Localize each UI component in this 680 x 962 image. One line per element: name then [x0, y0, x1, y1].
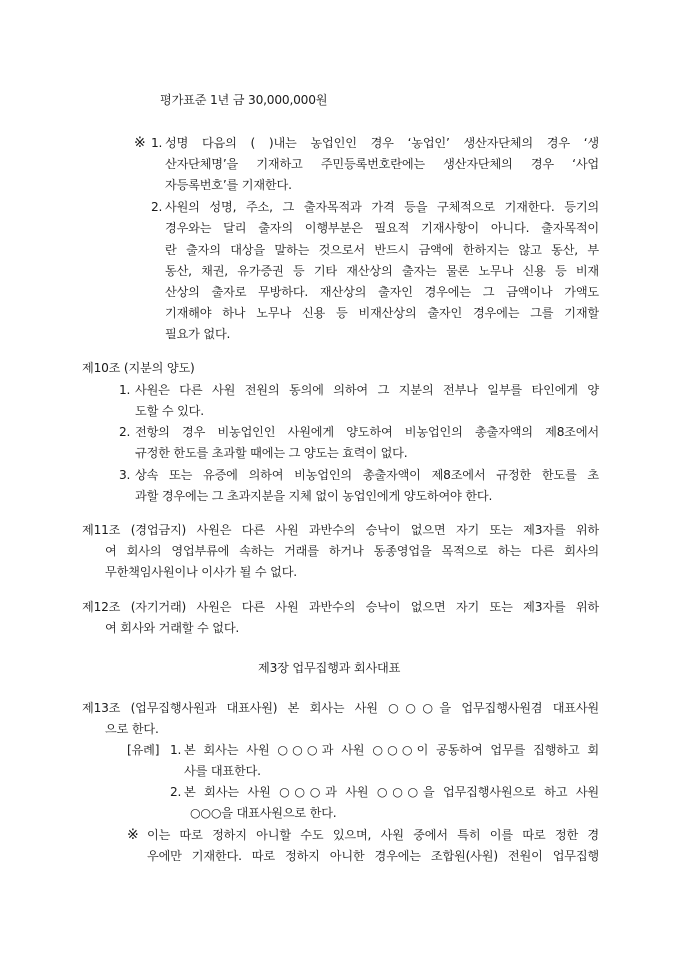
example-label: [유례]: [127, 743, 160, 757]
note-item-1-num: 1.: [151, 136, 163, 150]
article-11-line-2: 여 회사의 영업부류에 속하는 거래를 하거나 동종영업을 목적으로 하는 다른 회사의: [105, 544, 599, 558]
note-item-2-line-5: 산상의 출자로 무방하다. 재산상의 출자인 경우에는 그 금액이나 가액도: [165, 285, 599, 299]
note-mark: ※: [134, 135, 146, 151]
article-11-line-1: 제11조 (경업금지) 사원은 다른 사원 과반수의 승낙이 없으면 자기 또는 제3자를 위하: [82, 523, 599, 537]
example-1-line-1: 본 회사는 사원 ○○○과 사원 ○○○이 공동하여 업무를 집행하고 회: [184, 743, 599, 757]
article-10-title: 제10조 (지분의 양도): [82, 361, 195, 375]
note-item-1-line-3: 자등록번호’를 기재한다.: [165, 178, 292, 192]
note-item-2-line-2: 경우와는 달리 출자의 이행부분은 필요적 기재사항이 아니다. 출자목적이: [165, 221, 599, 235]
note-item-2-line-6: 기재해야 하나 노무나 신용 등 비재산상의 출자인 경우에는 그를 기재할: [165, 306, 599, 320]
note-item-2-num: 2.: [151, 200, 163, 214]
note-item-1-line-1: 성명 다음의 ( )내는 농업인인 경우 ‘농업인’ 생산자단체의 경우 ‘생: [165, 136, 599, 150]
art10-item-2-num: 2.: [119, 425, 131, 439]
example-2-line-2: ○○○을 대표사원으로 한다.: [190, 806, 337, 820]
note-item-2-line-3: 란 출자의 대상을 말하는 것으로서 반드시 금액에 한하지는 않고 동산, 부: [165, 243, 599, 257]
example-2-num: 2.: [170, 785, 182, 799]
art10-item-2-line-1: 전항의 경우 비농업인인 사원에게 양도하여 비농업인의 총출자액의 제8조에서: [135, 425, 599, 439]
valuation-line: 평가표준 1년 금 30,000,000원: [160, 93, 328, 107]
art10-item-2-line-2: 규정한 한도를 초과할 때에는 그 양도는 효력이 없다.: [135, 446, 408, 460]
example-1-num: 1.: [170, 743, 182, 757]
art10-item-3-line-1: 상속 또는 유증에 의하여 비농업인의 총출자액이 제8조에서 규정한 한도를 초: [135, 468, 599, 482]
art10-item-1-line-2: 도할 수 있다.: [135, 404, 204, 418]
example-2-line-1: 본 회사는 사원 ○○○과 사원 ○○○을 업무집행사원으로 하고 사원: [184, 785, 599, 799]
art10-item-3-num: 3.: [119, 468, 131, 482]
art10-item-1-num: 1.: [119, 383, 131, 397]
note-item-2-line-4: 동산, 채권, 유가증권 등 기타 재산상의 출자는 물론 노무나 신용 등 비재: [165, 264, 599, 278]
article-11-line-3: 무한책임사원이나 이사가 될 수 없다.: [105, 565, 297, 579]
article-13-line-1: 제13조 (업무집행사원과 대표사원) 본 회사는 사원 ○○○을 업무집행사원겸 대표사원: [82, 701, 599, 715]
chapter-3-heading: 제3장 업무집행과 회사대표: [258, 661, 401, 675]
article-12-line-2: 여 회사와 거래할 수 없다.: [105, 621, 240, 635]
article-13-line-2: 으로 한다.: [105, 722, 159, 736]
note-2-line-1: 이는 따로 정하지 아니할 수도 있으며, 사원 중에서 특히 이를 따로 정한 경: [147, 828, 599, 842]
note-2-mark: ※: [127, 827, 139, 843]
article-12-line-1: 제12조 (자기거래) 사원은 다른 사원 과반수의 승낙이 없으면 자기 또는 제3자를 위하: [82, 600, 599, 614]
art10-item-1-line-1: 사원은 다른 사원 전원의 동의에 의하여 그 지분의 전부나 일부를 타인에게 양: [135, 383, 599, 397]
note-2-line-2: 우에만 기재한다. 따로 정하지 아니한 경우에는 조합원(사원) 전원이 업무집행: [147, 849, 599, 863]
note-item-2-line-1: 사원의 성명, 주소, 그 출자목적과 가격 등을 구체적으로 기재한다. 등기의: [165, 200, 599, 214]
note-item-2-line-7: 필요가 없다.: [165, 327, 231, 341]
art10-item-3-line-2: 과할 경우에는 그 초과지분을 지체 없이 농업인에게 양도하여야 한다.: [135, 489, 493, 503]
example-1-line-2: 사를 대표한다.: [184, 764, 261, 778]
note-item-1-line-2: 산자단체명’을 기재하고 주민등록번호란에는 생산자단체의 경우 ‘사업: [165, 157, 599, 171]
